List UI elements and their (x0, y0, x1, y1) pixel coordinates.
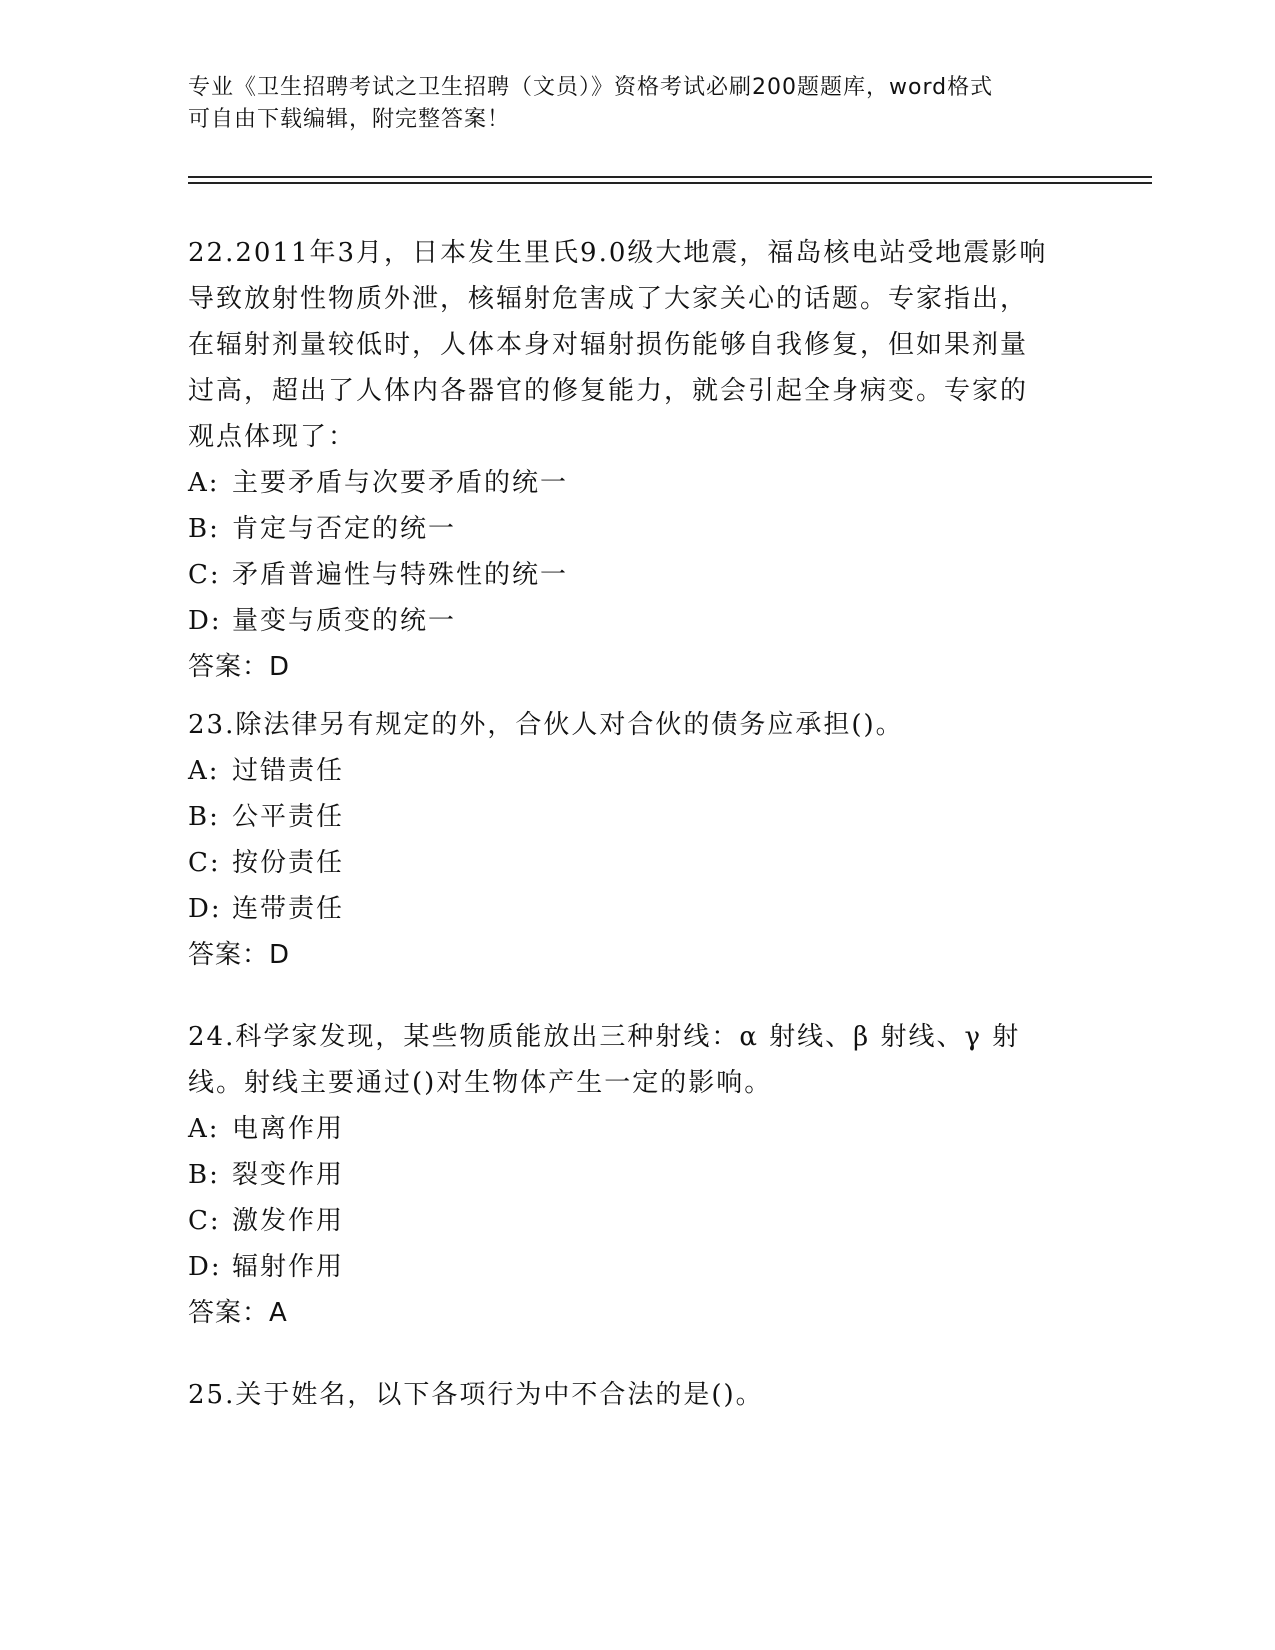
option-a (188, 1106, 1088, 1152)
option-text: 公平责任 (232, 802, 345, 832)
option-text: 连带责任 (232, 894, 345, 924)
option-text: 裂变作用 (232, 1160, 345, 1190)
question-line: 导致放射性物质外泄，核辐射危害成了大家关心的话题。专家指出， (188, 284, 1029, 314)
option-text: 过错责任 (232, 756, 345, 786)
option-letter: B: (188, 514, 220, 544)
question-text (188, 230, 1088, 460)
option-a (188, 460, 1088, 506)
option-letter: B: (188, 1160, 220, 1190)
question-line: 24.科学家发现，某些物质能放出三种射线：α 射线、β 射线、γ 射 (188, 1022, 1021, 1052)
option-letter: D: (188, 606, 222, 636)
option-text: 主要矛盾与次要矛盾的统一 (232, 468, 569, 498)
option-d (188, 886, 1088, 932)
answer-line: 答案：A (188, 1298, 288, 1328)
question-text (188, 702, 1088, 748)
option-letter: D: (188, 894, 222, 924)
option-text: 肯定与否定的统一 (232, 514, 457, 544)
option-letter: A: (188, 1114, 220, 1144)
option-text: 激发作用 (232, 1206, 345, 1236)
header-line-1: 专业《卫生招聘考试之卫生招聘（文员）》资格考试必刷200题题库，word格式 (188, 75, 994, 100)
option-letter: A: (188, 756, 220, 786)
document-header (188, 72, 1088, 136)
option-c (188, 840, 1088, 886)
question-24 (188, 1014, 1088, 1336)
question-line: 线。射线主要通过()对生物体产生一定的影响。 (188, 1068, 773, 1098)
question-line: 23.除法律另有规定的外，合伙人对合伙的债务应承担()。 (188, 710, 904, 740)
option-b (188, 1152, 1088, 1198)
question-22 (188, 230, 1088, 690)
option-letter: A: (188, 468, 220, 498)
answer-line: 答案：D (188, 940, 291, 970)
question-line: 过高，超出了人体内各器官的修复能力，就会引起全身病变。专家的 (188, 376, 1029, 406)
question-line: 25.关于姓名，以下各项行为中不合法的是()。 (188, 1380, 764, 1410)
option-text: 量变与质变的统一 (232, 606, 457, 636)
option-text: 按份责任 (232, 848, 345, 878)
option-d (188, 598, 1088, 644)
option-b (188, 794, 1088, 840)
question-text (188, 1372, 1088, 1418)
option-letter: C: (188, 560, 221, 590)
option-text: 矛盾普遍性与特殊性的统一 (232, 560, 569, 590)
question-line: 观点体现了： (188, 422, 357, 452)
option-text: 辐射作用 (232, 1252, 345, 1282)
answer-line: 答案：D (188, 652, 291, 682)
option-letter: B: (188, 802, 220, 832)
question-23 (188, 702, 1088, 978)
question-line: 在辐射剂量较低时，人体本身对辐射损伤能够自我修复，但如果剂量 (188, 330, 1029, 360)
header-rule-top (188, 176, 1152, 178)
option-letter: C: (188, 1206, 221, 1236)
question-line: 22.2011年3月，日本发生里氏9.0级大地震，福岛核电站受地震影响 (188, 238, 1048, 268)
option-b (188, 506, 1088, 552)
option-d (188, 1244, 1088, 1290)
option-a (188, 748, 1088, 794)
question-25 (188, 1372, 1088, 1418)
option-letter: D: (188, 1252, 222, 1282)
question-text (188, 1014, 1088, 1106)
header-rule-bottom (188, 182, 1152, 184)
option-c (188, 1198, 1088, 1244)
option-text: 电离作用 (232, 1114, 345, 1144)
header-line-2: 可自由下载编辑，附完整答案！ (188, 107, 511, 132)
option-c (188, 552, 1088, 598)
option-letter: C: (188, 848, 221, 878)
